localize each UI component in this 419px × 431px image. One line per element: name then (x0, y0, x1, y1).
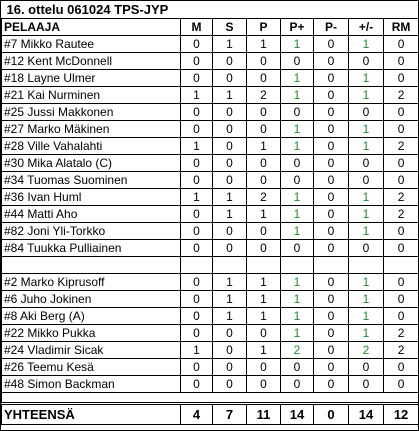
player-name: #82 Joni Yli-Torkko (2, 223, 181, 240)
header-rm: RM (384, 19, 419, 36)
stat-p: 2 (247, 87, 281, 104)
stat-p-minus: 0 (314, 376, 349, 393)
stat-plus-minus: 1 (349, 70, 384, 87)
stat-plus-minus: 1 (349, 206, 384, 223)
stat-s: 0 (213, 325, 247, 342)
stat-s: 0 (213, 138, 247, 155)
stat-p: 2 (247, 189, 281, 206)
stat-p: 0 (247, 359, 281, 376)
player-row (2, 206, 419, 223)
player-row (2, 121, 419, 138)
player-row (2, 223, 419, 240)
stat-p: 0 (247, 104, 281, 121)
stat-plus-minus: 1 (349, 87, 384, 104)
player-row (2, 104, 419, 121)
player-row (2, 87, 419, 104)
player-name: #48 Simon Backman (2, 376, 181, 393)
stat-s: 0 (213, 359, 247, 376)
stat-p-minus: 0 (314, 342, 349, 359)
stat-p-plus: 1 (281, 87, 314, 104)
stat-plus-minus: 0 (349, 155, 384, 172)
stat-rm: 0 (384, 36, 419, 53)
stat-p: 0 (247, 325, 281, 342)
stat-rm: 2 (384, 325, 419, 342)
player-name: #8 Aki Berg (A) (2, 308, 181, 325)
stat-plus-minus: 0 (349, 376, 384, 393)
header-p-minus: P- (314, 19, 349, 36)
stat-s: 0 (213, 376, 247, 393)
stat-plus-minus: 0 (349, 104, 384, 121)
stat-p-minus: 0 (314, 121, 349, 138)
stat-rm: 0 (384, 104, 419, 121)
header-plus-minus: +/- (349, 19, 384, 36)
stat-rm: 0 (384, 155, 419, 172)
stat-p-plus: 1 (281, 138, 314, 155)
player-name: #7 Mikko Rautee (2, 36, 181, 53)
stat-plus-minus: 0 (349, 53, 384, 70)
stat-p-minus: 0 (314, 70, 349, 87)
stat-s: 1 (213, 189, 247, 206)
player-row (2, 274, 419, 291)
player-name: #6 Juho Jokinen (2, 291, 181, 308)
stat-p-minus: 0 (314, 308, 349, 325)
stat-p-plus: 2 (281, 342, 314, 359)
player-name: #2 Marko Kiprusoff (2, 274, 181, 291)
player-row (2, 70, 419, 87)
stat-rm: 2 (384, 138, 419, 155)
stat-p-plus: 1 (281, 308, 314, 325)
totals-row (2, 404, 419, 425)
stat-m: 0 (181, 70, 213, 87)
stat-rm: 0 (384, 121, 419, 138)
stat-rm: 0 (384, 308, 419, 325)
stat-m: 0 (181, 206, 213, 223)
stat-m: 0 (181, 308, 213, 325)
stat-m: 0 (181, 223, 213, 240)
stat-p-plus: 0 (281, 359, 314, 376)
stat-p-minus: 0 (314, 206, 349, 223)
player-name: #24 Vladimir Sicak (2, 342, 181, 359)
stat-p-plus: 1 (281, 325, 314, 342)
player-name: #21 Kai Nurminen (2, 87, 181, 104)
player-name: #18 Layne Ulmer (2, 70, 181, 87)
stat-rm: 0 (384, 240, 419, 257)
stat-m: 1 (181, 342, 213, 359)
stat-p-minus: 0 (314, 359, 349, 376)
player-row (2, 36, 419, 53)
header-p: P (247, 19, 281, 36)
header-row (2, 19, 419, 36)
player-name: #26 Teemu Kesä (2, 359, 181, 376)
header-pelaaja: PELAAJA (2, 19, 181, 36)
totals-p: 11 (247, 404, 281, 425)
stat-s: 0 (213, 155, 247, 172)
stat-p-minus: 0 (314, 291, 349, 308)
totals-p-plus: 14 (281, 404, 314, 425)
stat-s: 0 (213, 104, 247, 121)
stat-s: 1 (213, 87, 247, 104)
player-name: #25 Jussi Makkonen (2, 104, 181, 121)
stat-p: 1 (247, 291, 281, 308)
stat-p-plus: 1 (281, 206, 314, 223)
stat-p-minus: 0 (314, 138, 349, 155)
stat-plus-minus: 1 (349, 308, 384, 325)
stat-plus-minus: 1 (349, 138, 384, 155)
stat-rm: 0 (384, 172, 419, 189)
stat-p-minus: 0 (314, 155, 349, 172)
stat-m: 0 (181, 104, 213, 121)
stat-plus-minus: 1 (349, 121, 384, 138)
player-row (2, 376, 419, 393)
stat-plus-minus: 1 (349, 36, 384, 53)
stat-plus-minus: 1 (349, 189, 384, 206)
stat-p-plus: 1 (281, 70, 314, 87)
stat-s: 0 (213, 121, 247, 138)
player-name: #22 Mikko Pukka (2, 325, 181, 342)
stat-p: 1 (247, 36, 281, 53)
stat-s: 1 (213, 36, 247, 53)
stat-plus-minus: 0 (349, 359, 384, 376)
player-row (2, 53, 419, 70)
player-row (2, 138, 419, 155)
stat-s: 1 (213, 274, 247, 291)
stat-p-plus: 0 (281, 376, 314, 393)
player-row (2, 172, 419, 189)
header-m: M (181, 19, 213, 36)
stat-p: 1 (247, 342, 281, 359)
stat-rm: 0 (384, 223, 419, 240)
player-name: #28 Ville Vahalahti (2, 138, 181, 155)
stat-s: 0 (213, 342, 247, 359)
stat-p-plus: 1 (281, 291, 314, 308)
stat-p-minus: 0 (314, 104, 349, 121)
stat-rm: 2 (384, 206, 419, 223)
stat-plus-minus: 2 (349, 342, 384, 359)
stat-m: 0 (181, 172, 213, 189)
stat-p-minus: 0 (314, 53, 349, 70)
stat-p-plus: 0 (281, 104, 314, 121)
stat-m: 0 (181, 359, 213, 376)
stat-p: 1 (247, 308, 281, 325)
page-title: 16. ottelu 061024 TPS-JYP (6, 2, 169, 17)
player-row (2, 359, 419, 376)
stat-p-plus: 0 (281, 155, 314, 172)
stat-p: 1 (247, 274, 281, 291)
group2-rows (2, 274, 419, 393)
stat-p-plus: 1 (281, 189, 314, 206)
totals-s: 7 (213, 404, 247, 425)
stat-plus-minus: 1 (349, 274, 384, 291)
stat-p-minus: 0 (314, 189, 349, 206)
stat-m: 0 (181, 121, 213, 138)
stat-p: 0 (247, 223, 281, 240)
spacer-row (2, 257, 419, 274)
stat-m: 1 (181, 87, 213, 104)
stat-m: 0 (181, 291, 213, 308)
player-name: #12 Kent McDonnell (2, 53, 181, 70)
stat-p-plus: 1 (281, 36, 314, 53)
stat-rm: 0 (384, 291, 419, 308)
player-name: #84 Tuukka Pulliainen (2, 240, 181, 257)
stat-p-minus: 0 (314, 223, 349, 240)
header-p-plus: P+ (281, 19, 314, 36)
stat-s: 0 (213, 70, 247, 87)
stat-p-plus: 0 (281, 53, 314, 70)
player-row (2, 291, 419, 308)
stat-rm: 0 (384, 376, 419, 393)
header-s: S (213, 19, 247, 36)
stat-m: 0 (181, 155, 213, 172)
player-name: #44 Matti Aho (2, 206, 181, 223)
stat-rm: 0 (384, 359, 419, 376)
stat-rm: 2 (384, 342, 419, 359)
stat-s: 0 (213, 223, 247, 240)
stat-s: 1 (213, 308, 247, 325)
stat-p-plus: 1 (281, 121, 314, 138)
player-name: #30 Mika Alatalo (C) (2, 155, 181, 172)
stat-m: 0 (181, 240, 213, 257)
stat-plus-minus: 0 (349, 172, 384, 189)
stat-m: 0 (181, 36, 213, 53)
player-name: #27 Marko Mäkinen (2, 121, 181, 138)
stat-p-minus: 0 (314, 172, 349, 189)
stat-m: 0 (181, 53, 213, 70)
stat-p: 0 (247, 121, 281, 138)
stat-p: 1 (247, 138, 281, 155)
stat-p-plus: 0 (281, 240, 314, 257)
stat-plus-minus: 1 (349, 325, 384, 342)
player-row (2, 155, 419, 172)
stat-s: 1 (213, 291, 247, 308)
stat-s: 1 (213, 206, 247, 223)
stat-p-minus: 0 (314, 274, 349, 291)
player-name: #36 Ivan Huml (2, 189, 181, 206)
stat-rm: 0 (384, 274, 419, 291)
stat-m: 0 (181, 325, 213, 342)
stat-rm: 0 (384, 53, 419, 70)
player-row (2, 325, 419, 342)
stat-plus-minus: 0 (349, 240, 384, 257)
stat-m: 1 (181, 189, 213, 206)
player-row (2, 342, 419, 359)
stat-p: 0 (247, 172, 281, 189)
stat-p-plus: 1 (281, 274, 314, 291)
player-row (2, 308, 419, 325)
totals-label: YHTEENSÄ (2, 404, 181, 425)
totals-plus-minus: 14 (349, 404, 384, 425)
totals-p-minus: 0 (314, 404, 349, 425)
stat-p: 0 (247, 70, 281, 87)
stat-plus-minus: 1 (349, 223, 384, 240)
stat-p-plus: 0 (281, 172, 314, 189)
stat-p-minus: 0 (314, 240, 349, 257)
player-row (2, 189, 419, 206)
stat-p-minus: 0 (314, 325, 349, 342)
stat-plus-minus: 1 (349, 291, 384, 308)
gap-row (2, 393, 419, 404)
stat-m: 0 (181, 274, 213, 291)
stat-m: 1 (181, 138, 213, 155)
stat-s: 0 (213, 240, 247, 257)
stat-s: 0 (213, 172, 247, 189)
group1-rows (2, 36, 419, 257)
stat-rm: 2 (384, 87, 419, 104)
stat-p: 0 (247, 53, 281, 70)
stat-p: 0 (247, 155, 281, 172)
player-name: #34 Tuomas Suominen (2, 172, 181, 189)
player-stats-table (1, 1, 419, 425)
stat-p-minus: 0 (314, 36, 349, 53)
stat-s: 0 (213, 53, 247, 70)
stat-p-minus: 0 (314, 87, 349, 104)
totals-m: 4 (181, 404, 213, 425)
stat-rm: 0 (384, 70, 419, 87)
player-row (2, 240, 419, 257)
stat-rm: 2 (384, 189, 419, 206)
stat-p: 0 (247, 240, 281, 257)
stat-p-plus: 1 (281, 223, 314, 240)
stat-m: 0 (181, 376, 213, 393)
totals-rm: 12 (384, 404, 419, 425)
stat-p: 0 (247, 376, 281, 393)
stat-p: 1 (247, 206, 281, 223)
